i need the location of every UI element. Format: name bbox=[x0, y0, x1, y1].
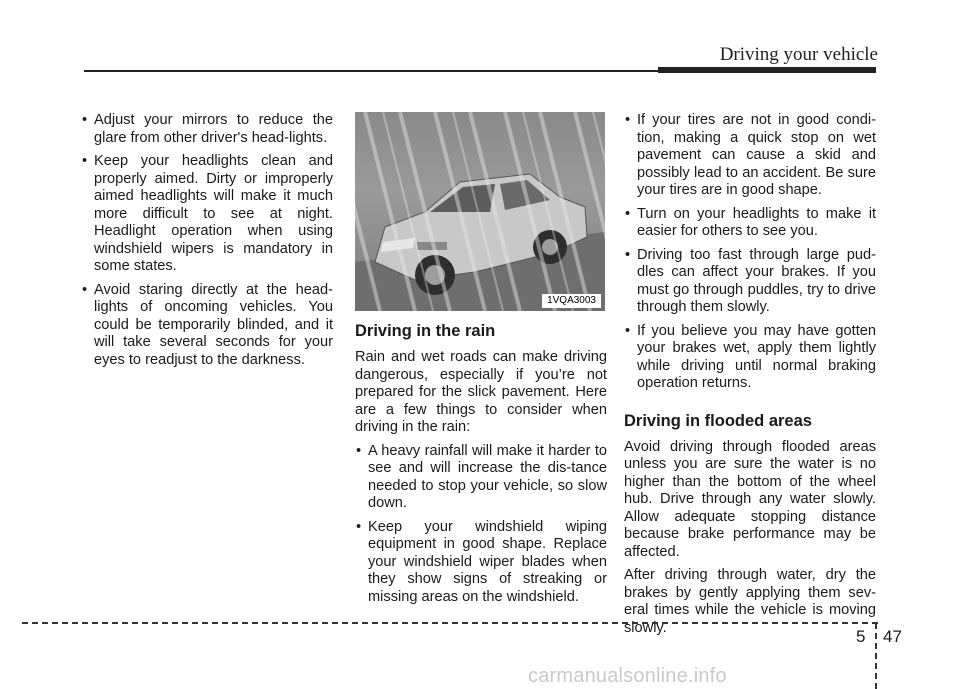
flooded-paragraph-2: After driving through water, dry the brakes by gently applying them sev-eral times while the vehicle is moving slowly. bbox=[624, 567, 876, 636]
footer-rule bbox=[22, 622, 878, 624]
flooded-paragraph-1: Avoid driving through flooded areas unless you are sure the water is no higher than the bottom of the wheel hub. Drive through any water slowly. Allow adequate stopping distance because brake performance may be affected. bbox=[624, 438, 876, 560]
car-in-rain-image bbox=[355, 112, 605, 311]
figure-code-label: 1VQA3003 bbox=[542, 294, 601, 308]
list-item: • Driving too fast through large pud-dles can affect your brakes. If you must go through puddles, try to drive through them slowly. bbox=[624, 247, 876, 317]
list-item: • If you believe you may have gotten your brakes wet, apply them lightly while driving until normal braking operation returns. bbox=[624, 323, 876, 393]
column-middle bbox=[355, 112, 607, 612]
list-item: • A heavy rainfall will make it harder to see and will increase the dis-tance needed to stop your vehicle, so slow down. bbox=[355, 443, 607, 513]
rain-intro-paragraph: Rain and wet roads can make driving dangerous, especially if you’re not prepared for the slick pavement. Here are a few things to consider when driving in the rain: bbox=[355, 349, 607, 435]
page-number: 47 bbox=[883, 627, 902, 646]
chapter-number: 5 bbox=[856, 627, 866, 646]
list-item: • Turn on your headlights to make it easier for others to see you. bbox=[624, 206, 876, 241]
footer-page-separator bbox=[875, 623, 877, 689]
list-item: • Keep your headlights clean and properly aimed. Dirty or improperly aimed headlights will make it much more difficult to see at night. Headlight operation when using windshield wipers is mandatory in some states. bbox=[81, 153, 333, 276]
watermark: carmanualsonline.info bbox=[528, 665, 727, 687]
rain-car-illustration bbox=[355, 112, 605, 311]
list-item: • Keep your windshield wiping equipment in good shape. Replace your windshield wiper blades when they show signs of streaking or missing areas on the windshield. bbox=[355, 519, 607, 607]
section-heading-rain: Driving in the rain bbox=[355, 322, 496, 340]
list-item: • If your tires are not in good condi-tion, making a quick stop on wet pavement can cause a skid and possibly lead to an accident. Be sure your tires are in good shape. bbox=[624, 112, 876, 200]
column-right bbox=[624, 112, 876, 643]
section-heading-flooded: Driving in flooded areas bbox=[624, 411, 812, 430]
header-rule-accent bbox=[658, 67, 876, 73]
running-header-title: Driving your vehicle bbox=[719, 44, 878, 65]
wet-driving-tips-list bbox=[624, 112, 876, 393]
rain-tips-list bbox=[355, 443, 607, 607]
mirror-headlight-tips-list bbox=[81, 112, 333, 369]
list-item: • Adjust your mirrors to reduce the glare from other driver's head-lights. bbox=[81, 112, 333, 147]
list-item: • Avoid staring directly at the head-lights of oncoming vehicles. You could be temporarily blinded, and it will take several seconds for your eyes to readjust to the darkness. bbox=[81, 282, 333, 370]
column-left bbox=[81, 112, 333, 375]
